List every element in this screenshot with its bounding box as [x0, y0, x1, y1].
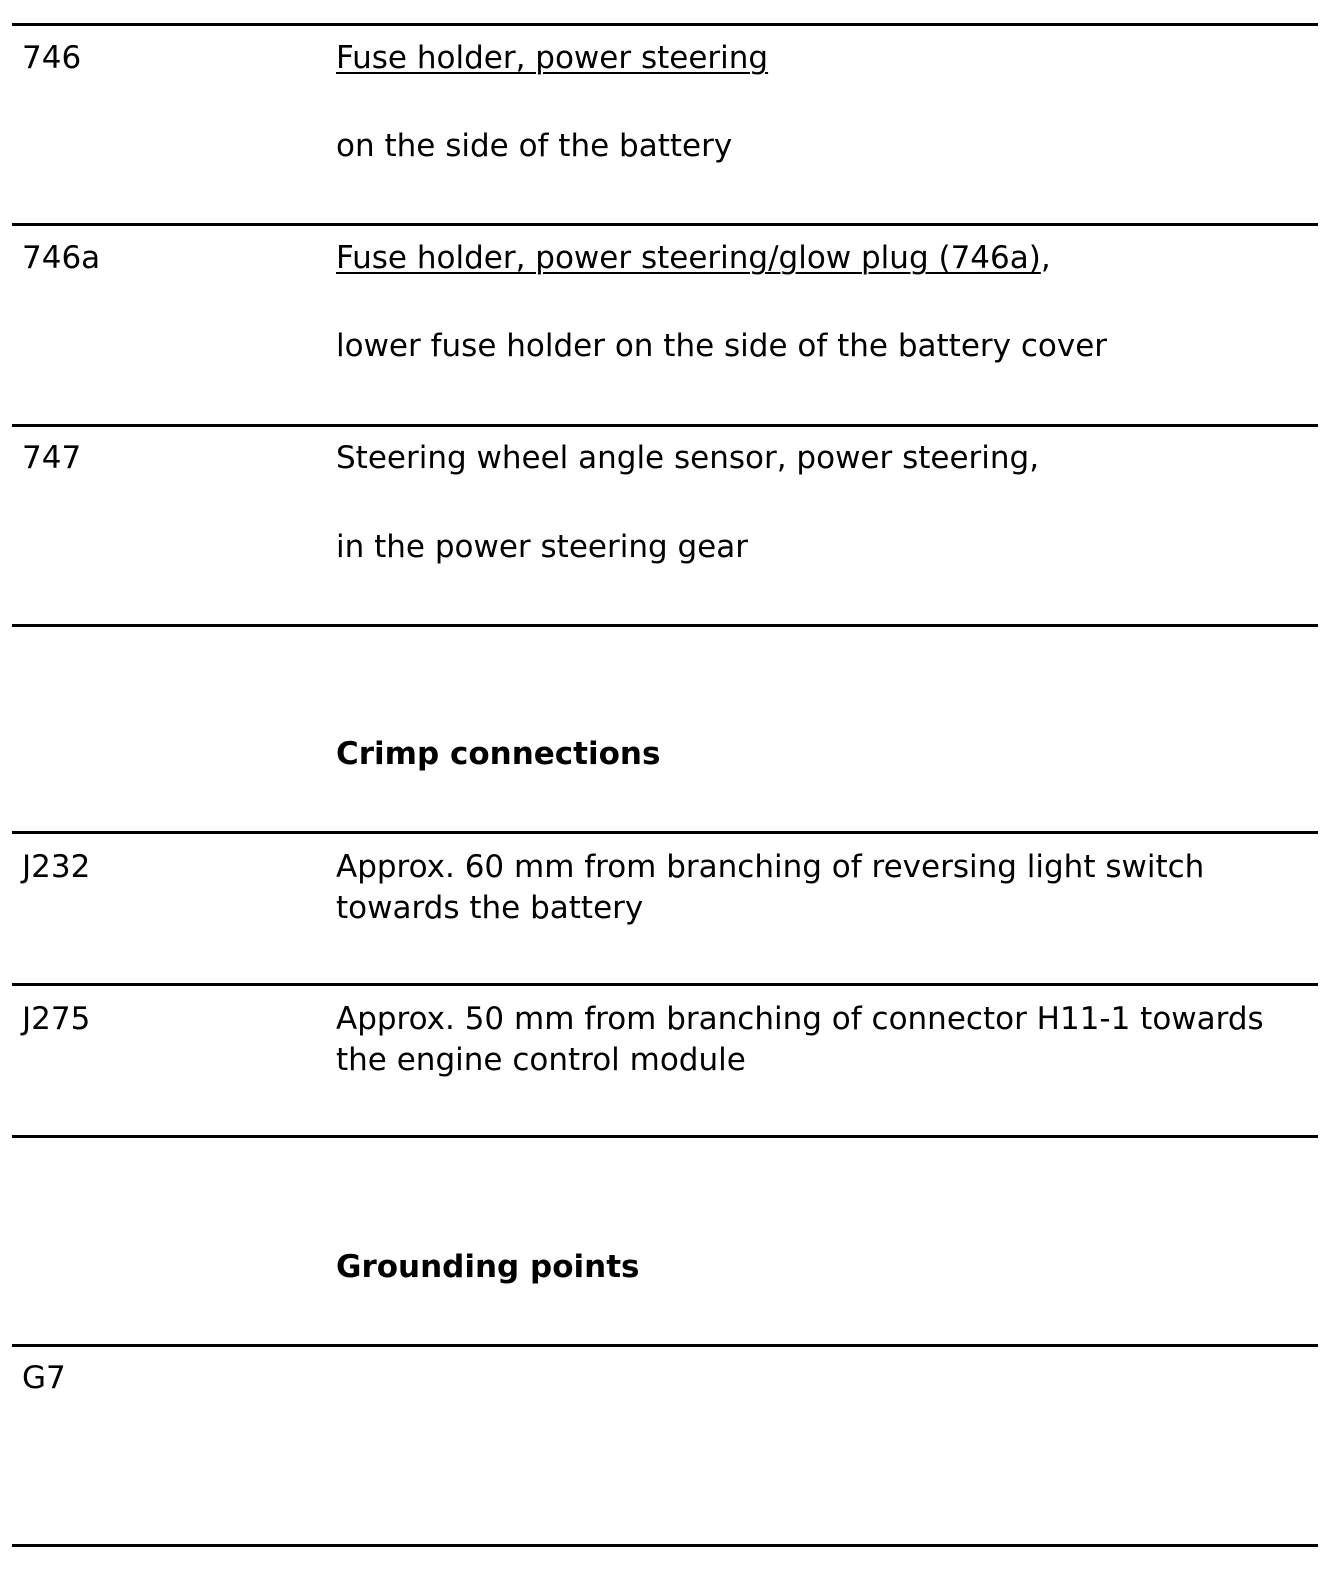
component-name: Steering wheel angle sensor, power steering,	[336, 440, 1040, 476]
section-heading-crimp: Crimp connections	[336, 736, 661, 772]
table-divider	[12, 1344, 1318, 1347]
table-divider	[12, 424, 1318, 427]
component-description	[336, 240, 1051, 276]
section-heading-grounding: Grounding points	[336, 1249, 640, 1285]
table-divider	[12, 23, 1318, 26]
component-code: 747	[22, 440, 82, 476]
component-location: lower fuse holder on the side of the battery cover	[336, 328, 1108, 364]
table-divider	[12, 1135, 1318, 1138]
table-divider	[12, 1544, 1318, 1547]
crimp-description: Approx. 60 mm from branching of reversing light switch towards the battery	[336, 849, 1205, 926]
component-description	[336, 40, 768, 76]
component-location: on the side of the battery	[336, 128, 733, 164]
table-divider	[12, 831, 1318, 834]
component-link[interactable]: Fuse holder, power steering	[336, 40, 769, 76]
component-code: 746	[22, 40, 82, 76]
component-link-suffix: ,	[1040, 240, 1051, 276]
component-code: 746a	[22, 240, 101, 276]
table-divider	[12, 983, 1318, 986]
table-divider	[12, 223, 1318, 226]
table-divider	[12, 624, 1318, 627]
component-description	[336, 440, 1039, 476]
crimp-code: J232	[22, 849, 91, 885]
component-location: in the power steering gear	[336, 529, 748, 565]
crimp-code: J275	[22, 1001, 91, 1037]
grounding-code: G7	[22, 1360, 66, 1396]
crimp-description: Approx. 50 mm from branching of connector H11-1 towards the engine control module	[336, 1001, 1264, 1078]
component-link[interactable]: Fuse holder, power steering/glow plug (746a)	[336, 240, 1041, 276]
